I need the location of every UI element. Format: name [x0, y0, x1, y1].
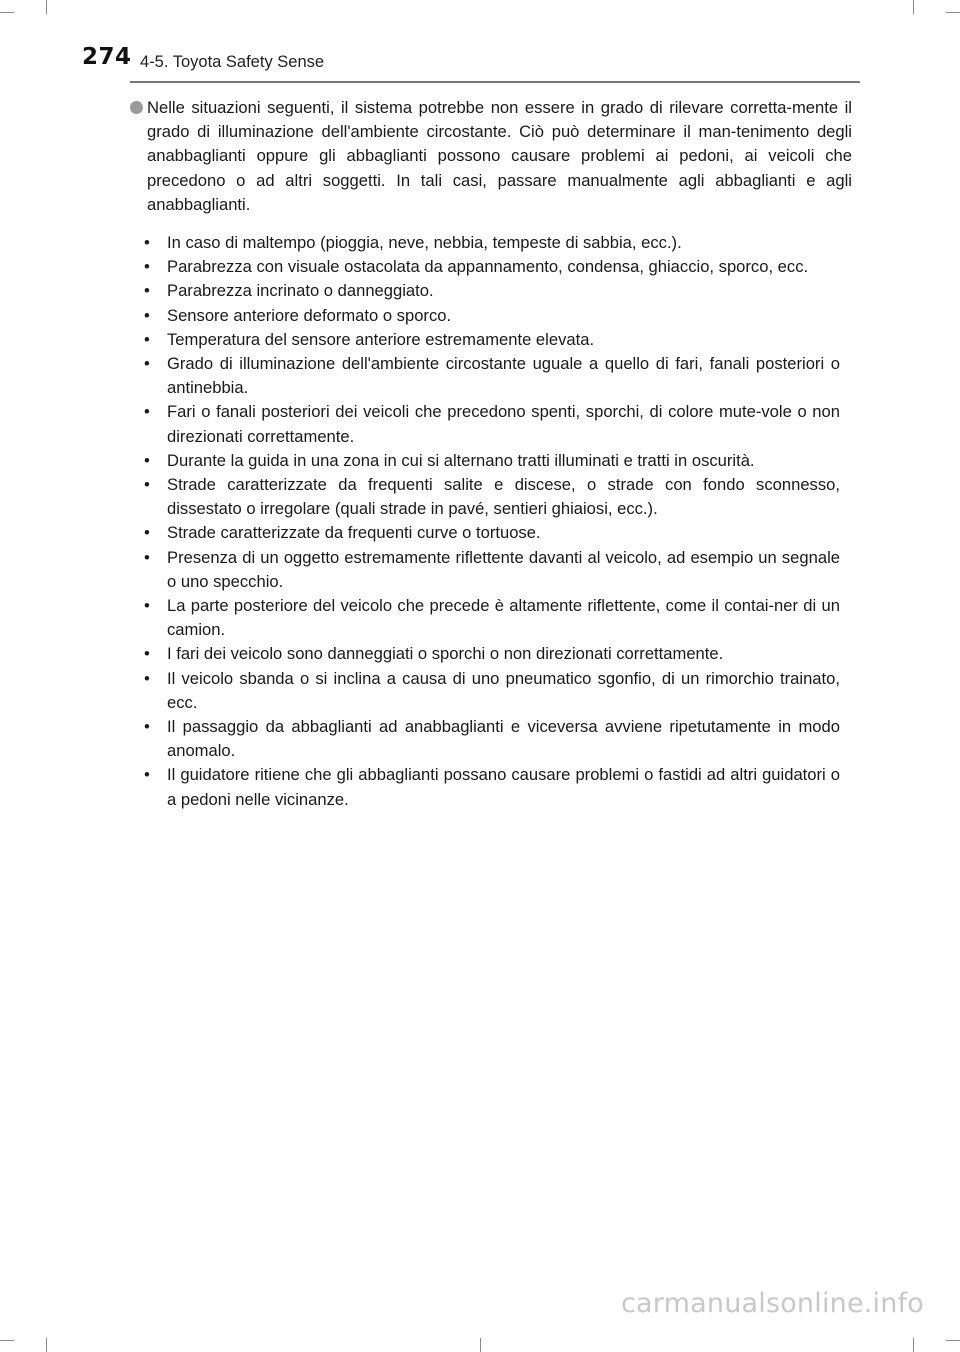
list-item [130, 328, 852, 352]
crop-mark [0, 1340, 14, 1341]
bullet-icon: • [144, 402, 150, 422]
list-item-text: Il veicolo sbanda o si inclina a causa di uno pneumatico sgonfio, di un rimorchio trainato, ecc. [167, 668, 840, 712]
list-item-text: Presenza di un oggetto estremamente riflettente davanti al veicolo, ad esempio un segnale o uno specchio. [167, 547, 840, 591]
list-item [130, 279, 852, 303]
section-title: 4-5. Toyota Safety Sense [140, 53, 325, 71]
bullet-icon: • [144, 475, 150, 495]
list-item [130, 255, 852, 279]
page-number: 274 [82, 44, 132, 70]
bullet-icon: • [144, 257, 150, 277]
bullet-icon: • [144, 329, 150, 349]
page-header [0, 0, 960, 82]
list-item-text: Fari o fanali posteriori dei veicoli che precedono spenti, sporchi, di colore mute-vole o non direzionati correttamente. [167, 402, 840, 446]
list-item [130, 642, 852, 666]
bullet-icon: • [144, 547, 150, 567]
list-item [130, 304, 852, 328]
bullet-icon: • [144, 668, 150, 688]
header-divider [130, 81, 860, 83]
list-item [130, 449, 852, 473]
bullet-icon: • [144, 233, 150, 253]
bullet-icon: • [144, 765, 150, 785]
lead-paragraph [130, 96, 852, 217]
list-item-text: Sensore anteriore deformato o sporco. [167, 305, 452, 325]
list-item-text: Strade caratterizzate da frequenti curve o tortuose. [167, 523, 541, 543]
list-item-text: La parte posteriore del veicolo che precede è altamente riflettente, come il contai-ner di un camion. [167, 596, 840, 640]
list-item-text: I fari dei veicolo sono danneggiati o sporchi o non direzionati correttamente. [167, 644, 724, 664]
crop-mark [46, 1338, 47, 1352]
list-item [130, 473, 852, 521]
list-item [130, 521, 852, 545]
list-item [130, 400, 852, 448]
list-item-text: Parabrezza con visuale ostacolata da appannamento, condensa, ghiaccio, sporco, ecc. [167, 257, 809, 277]
bullet-icon: • [144, 644, 150, 664]
list-item-text: Il guidatore ritiene che gli abbaglianti possano causare problemi o fastidi ad altri guidatori o a pedoni nelle vicinanze. [167, 765, 840, 809]
bullet-icon: • [144, 450, 150, 470]
list-item-text: Temperatura del sensore anteriore estremamente elevata. [167, 329, 595, 349]
crop-mark [913, 1338, 914, 1352]
conditions-list [130, 231, 852, 812]
list-item-text: Strade caratterizzate da frequenti salite e discese, o strade con fondo sconnesso, dissestato o irregolare (quali strade in pavé, sentieri ghiaiosi, ecc.). [167, 475, 840, 519]
list-item [130, 715, 852, 763]
bullet-icon: • [144, 354, 150, 374]
list-item [130, 231, 852, 255]
bullet-icon: • [144, 305, 150, 325]
circle-bullet-icon [130, 101, 143, 114]
list-item [130, 352, 852, 400]
crop-mark [946, 1340, 960, 1341]
bullet-icon: • [144, 281, 150, 301]
bullet-icon: • [144, 596, 150, 616]
list-item [130, 763, 852, 811]
list-item [130, 667, 852, 715]
bullet-icon: • [144, 717, 150, 737]
list-item [130, 594, 852, 642]
list-item [130, 546, 852, 594]
list-item-text: Parabrezza incrinato o danneggiato. [167, 281, 434, 301]
list-item-text: Il passaggio da abbaglianti ad anabbaglianti e viceversa avviene ripetutamente in modo anomalo. [167, 717, 840, 761]
bullet-icon: • [144, 523, 150, 543]
crop-mark [480, 1338, 481, 1352]
watermark-text: carmanualsonline.info [621, 1288, 924, 1319]
list-item-text: In caso di maltempo (pioggia, neve, nebbia, tempeste di sabbia, ecc.). [167, 233, 682, 253]
lead-text: Nelle situazioni seguenti, il sistema potrebbe non essere in grado di rilevare corretta-mente il grado di illuminazione dell'ambiente circostante. Ciò può determinare il man-tenimento degli anabbaglianti oppure gli abbaglianti possono causare problemi ai pedoni, ai veicoli che precedono o ad altri soggetti. In tali casi, passare manualmente agli abbaglianti e agli anabbaglianti. [147, 98, 852, 214]
list-item-text: Grado di illuminazione dell'ambiente circostante uguale a quello di fari, fanali posteriori o antinebbia. [167, 354, 840, 398]
page-content [130, 96, 852, 812]
list-item-text: Durante la guida in una zona in cui si alternano tratti illuminati e tratti in oscurità. [167, 450, 755, 470]
